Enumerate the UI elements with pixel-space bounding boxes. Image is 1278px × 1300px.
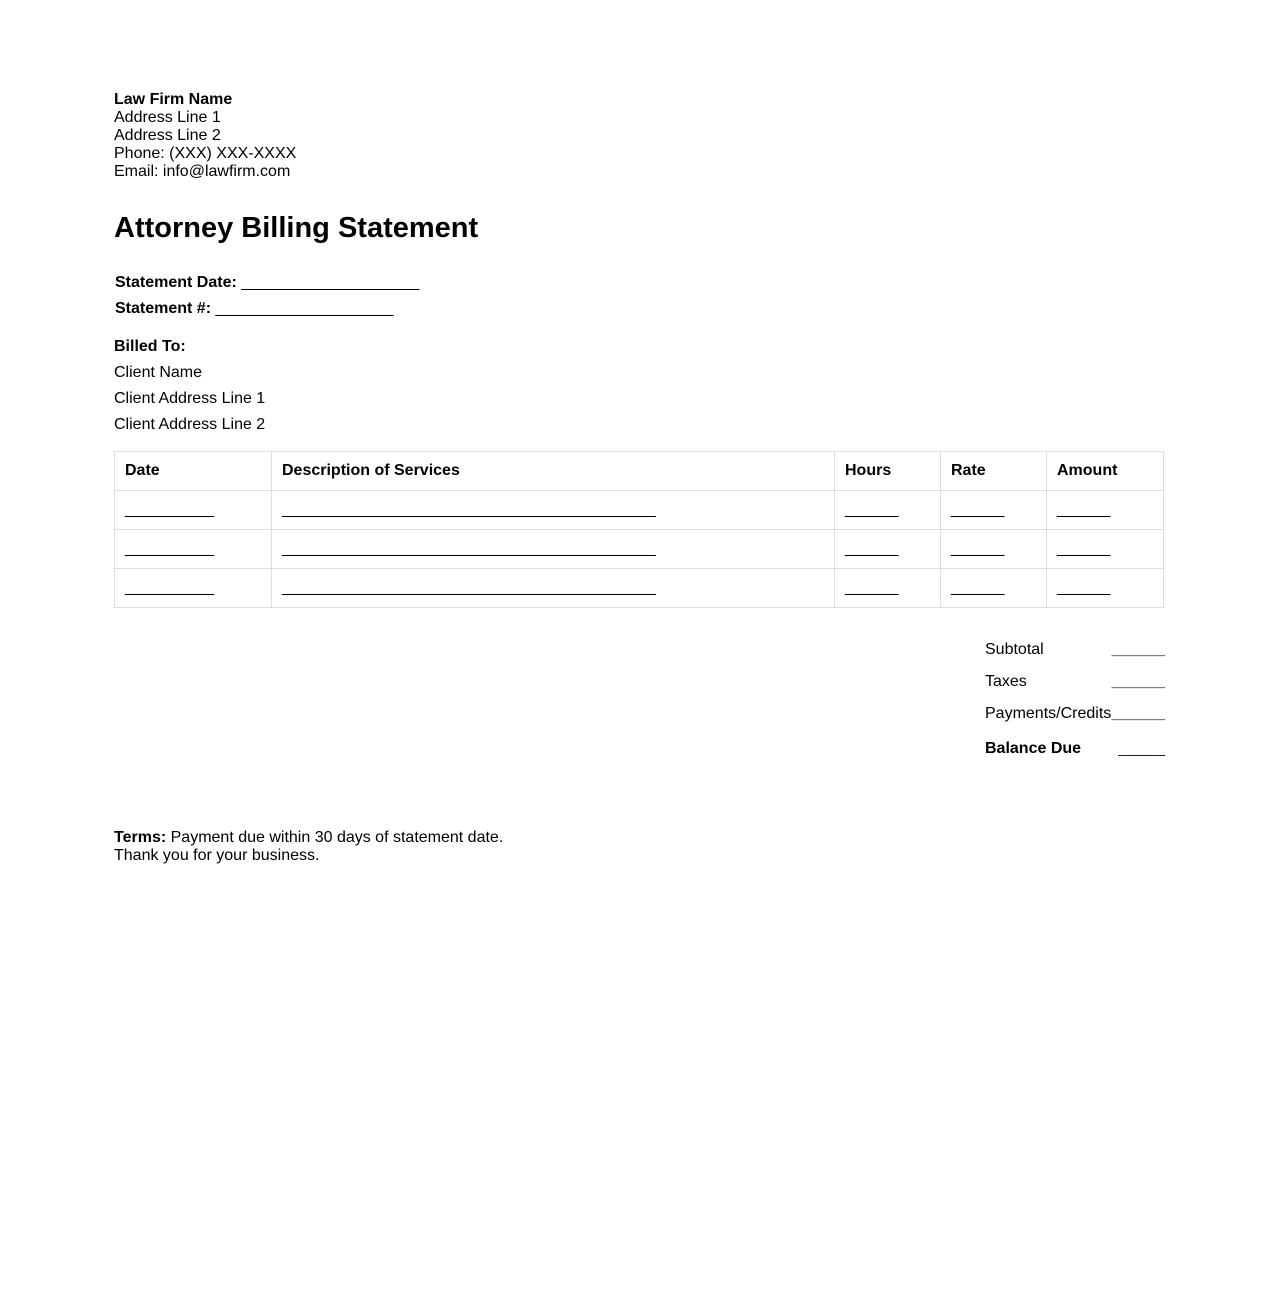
cell-date[interactable]: __________	[115, 569, 272, 608]
header-date: Date	[115, 452, 272, 491]
header-amount: Amount	[1047, 452, 1164, 491]
taxes-label: Taxes	[985, 673, 1027, 690]
header-rate: Rate	[941, 452, 1047, 491]
statement-date-field[interactable]: ____________________	[241, 274, 420, 291]
table-row	[115, 530, 1164, 569]
cell-amount[interactable]: ______	[1047, 530, 1164, 569]
cell-hours[interactable]: ______	[835, 530, 941, 569]
totals-summary	[985, 641, 1165, 772]
client-name: Client Name	[114, 364, 203, 381]
billed-to-label: Billed To:	[114, 338, 186, 355]
firm-phone: Phone: (XXX) XXX-XXXX	[114, 145, 297, 162]
services-table	[114, 451, 1164, 608]
cell-date[interactable]: __________	[115, 530, 272, 569]
cell-rate[interactable]: ______	[941, 530, 1047, 569]
cell-rate[interactable]: ______	[941, 569, 1047, 608]
cell-amount[interactable]: ______	[1047, 491, 1164, 530]
cell-hours[interactable]: ______	[835, 491, 941, 530]
terms-label: Terms:	[114, 829, 167, 846]
payments-value[interactable]: ______	[1111, 705, 1165, 722]
billed-to	[114, 334, 265, 438]
balance-due-value[interactable]: ______	[1118, 740, 1165, 756]
firm-address-1: Address Line 1	[114, 109, 221, 126]
statement-meta	[115, 270, 419, 322]
cell-description[interactable]: __________________________________________	[272, 569, 835, 608]
client-address-2: Client Address Line 2	[114, 416, 266, 433]
balance-due-label: Balance Due	[985, 740, 1082, 757]
header-hours: Hours	[835, 452, 941, 491]
cell-date[interactable]: __________	[115, 491, 272, 530]
firm-email: Email: info@lawfirm.com	[114, 163, 291, 180]
subtotal-label: Subtotal	[985, 641, 1044, 658]
taxes-value[interactable]: ______	[1111, 673, 1165, 690]
statement-number-label: Statement #:	[115, 300, 212, 317]
statement-number-field[interactable]: ____________________	[215, 300, 394, 317]
table-header	[115, 452, 1164, 491]
payments-row	[985, 705, 1165, 737]
firm-name: Law Firm Name	[114, 91, 233, 108]
cell-description[interactable]: __________________________________________	[272, 491, 835, 530]
cell-hours[interactable]: ______	[835, 569, 941, 608]
terms-text: Payment due within 30 days of statement date.	[166, 829, 504, 846]
cell-amount[interactable]: ______	[1047, 569, 1164, 608]
terms	[114, 829, 503, 865]
subtotal-row	[985, 641, 1165, 673]
table-row	[115, 491, 1164, 530]
firm-address-2: Address Line 2	[114, 127, 221, 144]
balance-due-row	[985, 740, 1165, 772]
firm-info	[114, 91, 296, 181]
subtotal-value[interactable]: ______	[1111, 641, 1165, 658]
client-address-1: Client Address Line 1	[114, 390, 266, 407]
cell-description[interactable]: __________________________________________	[272, 530, 835, 569]
page-title: Attorney Billing Statement	[114, 212, 479, 244]
taxes-row	[985, 673, 1165, 705]
table-row	[115, 569, 1164, 608]
thank-you: Thank you for your business.	[114, 847, 320, 864]
header-description: Description of Services	[272, 452, 835, 491]
payments-label: Payments/Credits	[985, 705, 1112, 722]
statement-date-label: Statement Date:	[115, 274, 237, 291]
cell-rate[interactable]: ______	[941, 491, 1047, 530]
